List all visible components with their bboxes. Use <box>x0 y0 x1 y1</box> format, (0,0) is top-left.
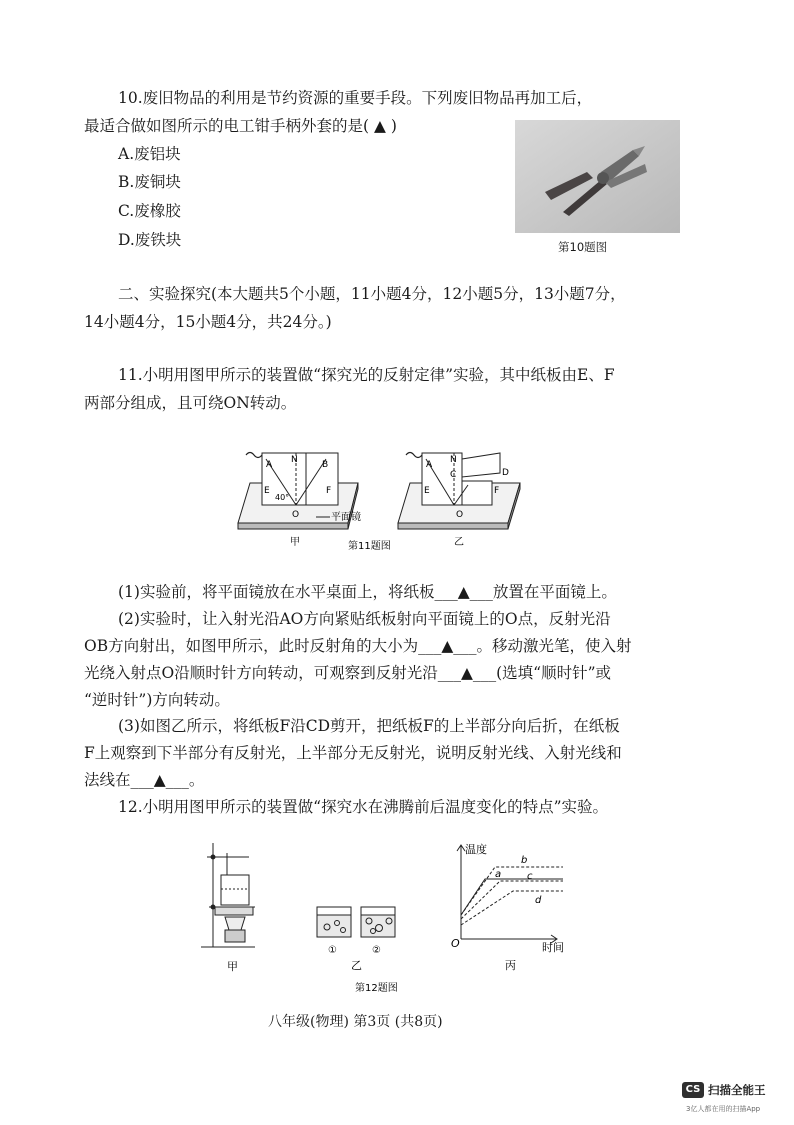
q11-sub-yi: 乙 <box>454 537 464 548</box>
q11-jia-label-b: B <box>322 460 329 470</box>
section2-heading-line1: 二、实验探究(本大题共5个小题，11小题4分，12小题5分，13小题7分， <box>118 285 626 303</box>
q11-sub-jia: 甲 <box>290 537 300 548</box>
q11-jia-label-n: N <box>291 455 298 465</box>
q11-part2-line2: OB方向射出，如图甲所示，此时反射角的大小为___▲___。移动激光笔，使入射 <box>84 637 632 655</box>
pliers-photo <box>515 120 680 233</box>
q12-curve-d <box>461 891 563 925</box>
q11-figure-caption: 第11题图 <box>348 541 391 552</box>
q10-option-b: B.废铜块 <box>118 173 181 191</box>
q10-stem-line1: 10.废旧物品的利用是节约资源的重要手段。下列废旧物品再加工后， <box>118 89 593 107</box>
pliers-icon <box>515 120 680 233</box>
q12-graph-ylabel: 温度 <box>465 843 487 856</box>
q10-option-d: D.废铁块 <box>118 231 182 249</box>
q11-yi-label-e: E <box>424 486 430 496</box>
q12-stem: 12.小明用图甲所示的装置做“探究水在沸腾前后温度变化的特点”实验。 <box>118 798 609 816</box>
q12-curve-c <box>461 881 563 919</box>
q12-sub-bing: 丙 <box>505 959 516 972</box>
q12-apparatus-jia <box>201 843 255 947</box>
page-footer: 八年级(物理) 第3页 (共8页) <box>268 1014 443 1030</box>
q12-beaker2-label: ② <box>372 945 381 956</box>
q11-jia-label-a: A <box>266 460 273 470</box>
q12-curve-a <box>461 879 563 915</box>
q11-jia-label-o: O <box>292 510 300 520</box>
q12-graph-xlabel: 时间 <box>542 941 564 954</box>
q11-mirror-label: 平面镜 <box>331 512 361 523</box>
q11-stem-line2: 两部分组成，且可绕ON转动。 <box>84 394 297 412</box>
q12-graph-origin: O <box>451 937 460 950</box>
q10-stem-line2: 最适合做如图所示的电工钳手柄外套的是( ▲ ) <box>84 117 397 135</box>
q10-figure-caption: 第10题图 <box>558 240 608 254</box>
q11-figure <box>230 445 560 555</box>
q12-curve-b-label: b <box>521 855 528 866</box>
q11-part3-line1: (3)如图乙所示，将纸板F沿CD剪开，把纸板F的上半部分向后折，在纸板 <box>118 717 620 735</box>
q11-part2-line1: (2)实验时，让入射光沿AO方向紧贴纸板射向平面镜上的O点，反射光沿 <box>118 610 611 628</box>
q11-jia-label-angle: 40° <box>275 493 290 502</box>
q11-part2-line4: “逆时针”)方向转动。 <box>84 691 230 709</box>
q12-sub-yi: 乙 <box>351 959 362 972</box>
q11-part2-line3: 光绕入射点O沿顺时针方向转动，可观察到反射光沿___▲___(选填“顺时针”或 <box>84 664 612 682</box>
q10-option-a: A.废铝块 <box>118 145 181 163</box>
q11-part3-line3: 法线在___▲___。 <box>84 771 205 789</box>
q11-yi-label-f: F <box>494 486 500 496</box>
scanner-logo-icon: CS <box>682 1082 704 1098</box>
q11-jia-label-e: E <box>264 486 270 496</box>
q12-figure-caption: 第12题图 <box>355 983 398 994</box>
q11-yi-label-n: N <box>450 455 457 465</box>
scanner-app-name: 扫描全能王 <box>708 1083 766 1097</box>
q12-sub-jia: 甲 <box>227 960 238 973</box>
q12-beakers-yi <box>317 907 395 937</box>
q11-yi-label-o: O <box>456 510 464 520</box>
q12-beaker1-label: ① <box>328 945 337 956</box>
q11-part3-line2: F上观察到下半部分有反射光，上半部分无反射光，说明反射光线、入射光线和 <box>84 744 622 762</box>
q11-yi-label-c: C <box>450 470 457 480</box>
q11-jia-label-f: F <box>326 486 332 496</box>
q11-part1: (1)实验前，将平面镜放在水平桌面上，将纸板___▲___放置在平面镜上。 <box>118 583 617 601</box>
q11-yi-label-d: D <box>502 468 509 478</box>
q11-yi-label-a: A <box>426 460 433 470</box>
q12-figure <box>195 835 595 995</box>
q12-curve-a-label: a <box>495 869 502 880</box>
scanner-app-tagline: 3亿人都在用的扫描App <box>686 1105 761 1113</box>
q12-graph-bing <box>457 845 563 943</box>
q12-curve-c-label: c <box>527 871 533 882</box>
q10-option-c: C.废橡胶 <box>118 202 181 220</box>
section2-heading-line2: 14小题4分，15小题4分，共24分。) <box>84 313 332 331</box>
q12-curve-d-label: d <box>535 895 542 906</box>
q11-stem-line1: 11.小明用图甲所示的装置做“探究光的反射定律”实验，其中纸板由E、F <box>118 366 615 384</box>
